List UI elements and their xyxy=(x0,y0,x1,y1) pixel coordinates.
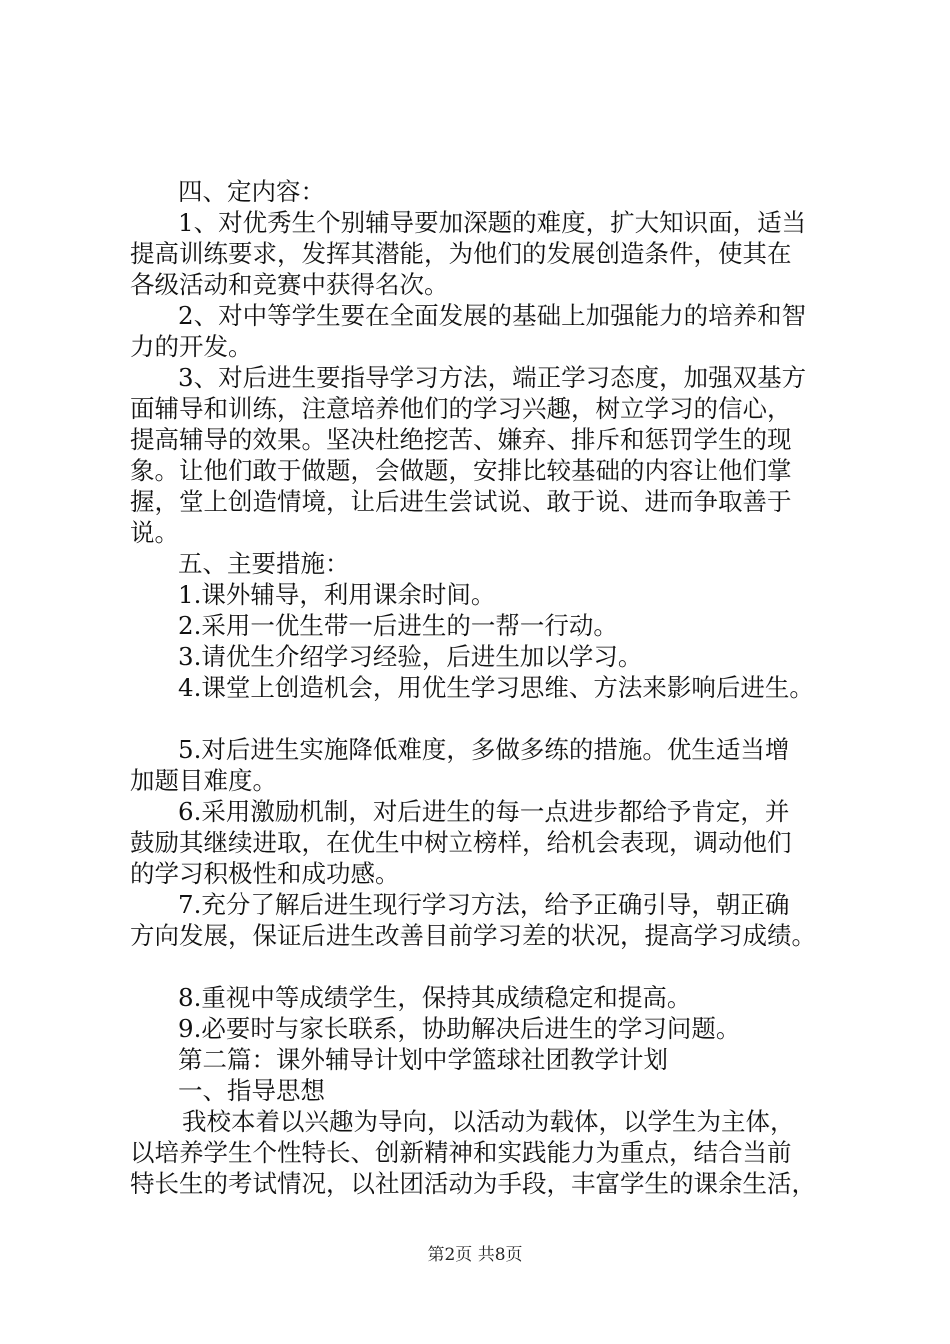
chapter-heading: 第二篇：课外辅导计划中学篮球社团教学计划 xyxy=(178,1045,668,1074)
blank-line xyxy=(130,703,844,734)
text-line: 各级活动和竞赛中获得名次。 xyxy=(130,270,449,299)
text-line: 我校本着以兴趣为导向，以活动为载体，以学生为主体， xyxy=(182,1107,795,1136)
text-line: 3、对后进生要指导学习方法，端正学习态度，加强双基方 xyxy=(178,363,807,392)
text-line: 加题目难度。 xyxy=(130,766,277,795)
blank-line xyxy=(130,951,844,982)
section-heading: 四、定内容： xyxy=(178,177,325,206)
list-item: 3.请优生介绍学习经验，后进生加以学习。 xyxy=(178,642,643,671)
section-heading: 五、主要措施： xyxy=(178,549,350,578)
text-line: 鼓励其继续进取，在优生中树立榜样，给机会表现，调动他们 xyxy=(130,828,792,857)
list-item: 6.采用激励机制，对后进生的每一点进步都给予肯定，并 xyxy=(178,797,790,826)
list-item: 8.重视中等成绩学生，保持其成绩稳定和提高。 xyxy=(178,983,692,1012)
text-line: 1、对优秀生个别辅导要加深题的难度，扩大知识面，适当 xyxy=(178,208,807,237)
list-item: 4.课堂上创造机会，用优生学习思维、方法来影响后进生。 xyxy=(178,673,814,702)
text-line: 力的开发。 xyxy=(130,332,253,361)
list-item: 7.充分了解后进生现行学习方法，给予正确引导，朝正确 xyxy=(178,890,790,919)
page-footer xyxy=(0,1244,950,1266)
text-line: 说。 xyxy=(130,518,179,547)
text-line: 的学习积极性和成功感。 xyxy=(130,859,400,888)
text-line: 提高训练要求，发挥其潜能，为他们的发展创造条件，使其在 xyxy=(130,239,792,268)
text-line: 方向发展，保证后进生改善目前学习差的状况，提高学习成绩。 xyxy=(130,921,816,950)
document-body xyxy=(130,176,844,1199)
text-line: 以培养学生个性特长、创新精神和实践能力为重点，结合当前 xyxy=(130,1138,792,1167)
text-line: 握，堂上创造情境，让后进生尝试说、敢于说、进而争取善于 xyxy=(130,487,792,516)
text-line: 特长生的考试情况，以社团活动为手段，丰富学生的课余生活， xyxy=(130,1169,816,1198)
section-heading: 一、指导思想 xyxy=(178,1076,325,1105)
list-item: 1.课外辅导，利用课余时间。 xyxy=(178,580,496,609)
text-line: 面辅导和训练，注意培养他们的学习兴趣，树立学习的信心， xyxy=(130,394,792,423)
text-line: 提高辅导的效果。坚决杜绝挖苦、嫌弃、排斥和惩罚学生的现 xyxy=(130,425,792,454)
list-item: 9.必要时与家长联系，协助解决后进生的学习问题。 xyxy=(178,1014,741,1043)
list-item: 2.采用一优生带一后进生的一帮一行动。 xyxy=(178,611,618,640)
list-item: 5.对后进生实施降低难度，多做多练的措施。优生适当增 xyxy=(178,735,790,764)
text-line: 2、对中等学生要在全面发展的基础上加强能力的培养和智 xyxy=(178,301,807,330)
page-number: 第2页 共8页 xyxy=(427,1245,523,1265)
text-line: 象。让他们敢于做题，会做题，安排比较基础的内容让他们掌 xyxy=(130,456,792,485)
